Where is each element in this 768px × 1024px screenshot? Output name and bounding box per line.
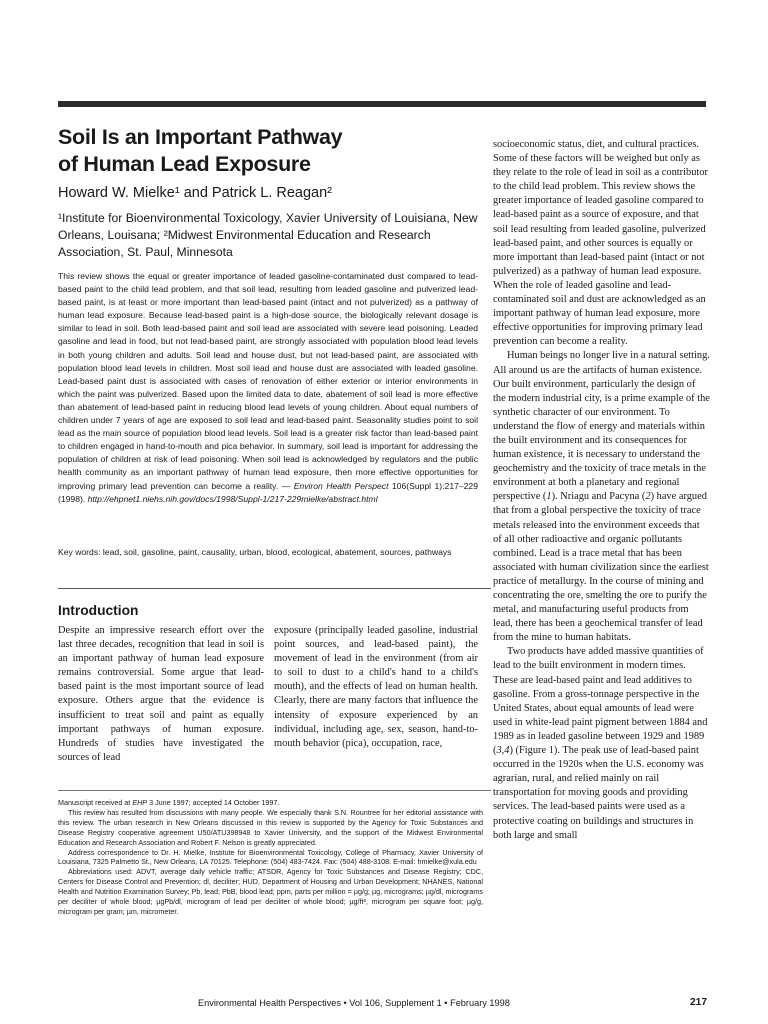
received-dates: 3 June 1997; accepted 14 October 1997. <box>147 798 280 807</box>
abstract-url-link[interactable]: http://ehpnet1.niehs.nih.gov/docs/1998/Suppl-1/217-229mielke/abstract.html <box>87 493 378 504</box>
section-heading-introduction: Introduction <box>58 603 139 618</box>
reference-1: 1 <box>546 491 552 503</box>
abstract <box>58 270 478 506</box>
keywords: Key words: lead, soil, gasoline, paint, causality, urban, blood, ecological, abatement, sources, pathways <box>58 547 452 557</box>
col3-paragraph-1: socioeconomic status, diet, and cultural practices. Some of these factors will be weighed but only as they relate to the role of lead in soil as a contributor to the child lead problem. This review shows the greater importance of leaded gasoline compared to lead-based paint as a source of exposure, and that soil lead resulting from leaded gasoline, pulverized lead-based paint, and other sources is equally or more important than lead-based paint (intact or not pulverized) as a pathway of human lead exposure. When the role of leaded gasoline and lead-contaminated soil and dust are acknowledged as an important pathway of human lead exposure, more effective opportunities for improving primary lead prevention can become a reality. <box>493 139 708 348</box>
col3-p3-text-b: ) (Figure 1). The peak use of lead-based paint occurred in the 1920s when the U.S. economy was agrarian, rural, and relied mainly on rail transportation for moving goods and providing services. The lead-based paints were used as a protective coating on buildings and structures in both large and small <box>493 745 704 841</box>
section-divider <box>58 588 491 589</box>
footnotes <box>58 798 483 917</box>
title-line-2: of Human Lead Exposure <box>58 152 311 176</box>
col3-p2-text-c: ) have argued that from a global perspective the toxicity of trace metals released into the environment exceeds that of all other radioactive and organic pollutants combined. Lead is a trace metal that has been associated with human civilization since the earliest practice of metallurgy. In the course of mining and concentrating the ore, smelting the ore to purify the metal, and manufacturing useful products from lead, there has been a geochemical transfer of lead from the mine to human habitats. <box>493 491 709 644</box>
page-footer-journal: Environmental Health Perspectives • Vol 106, Supplement 1 • February 1998 <box>198 998 510 1008</box>
page-number: 217 <box>690 997 707 1008</box>
footnote-received <box>58 798 483 808</box>
article-title <box>58 124 498 178</box>
col3-p2-text-a: Human beings no longer live in a natural setting. All around us are the artifacts of human existence. Our built environment, particularly the design of the modern industrial city, is a prime example of the synthetic character of our environment. To understand the flow of energy and materials within the built environment and its consequences for human existence, it is necessary to understand the geochemistry and the toxicity of trace metals in the environment at both a planetary and regional perspective ( <box>493 350 710 503</box>
footnote-divider <box>58 790 491 791</box>
reference-2: 2 <box>645 491 651 503</box>
footnote-correspondence: Address correspondence to Dr. H. Mielke, Institute for Bioenvironmental Toxicology, College of Pharmacy, Xavier University of Louisiana, 7325 Palmetto St., New Orleans, LA 70125. Telephone: (504) 483-7424. Fax: (504) 488-3108. E-mail: hmielke@xula.edu <box>58 847 483 867</box>
intro-column-1: Despite an impressive research effort over the last three decades, recognition that lead in soil is an important pathway of human lead exposure remains controversial. Some argue that lead-based paint is the most important source of lead exposure. Others argue that the evidence is insufficient to treat soil and paint as equally important pathways of human exposure. Hundreds of studies have investigated the sources of lead <box>58 625 264 763</box>
abstract-body: This review shows the equal or greater importance of leaded gasoline-contaminated dust compared to lead-based paint to the child lead problem, and that soil lead, resulting from leaded gasoline and pulverized lead-based paint, is at least or more important than lead-based paint (intact and not pulverized) as a pathway of human lead exposure. Because lead-based paint is a high-dose source, the biologically relevant dosage is similar to lead in soil. Both lead-based paint and soil lead are associated with severe lead poisoning. Leaded gasoline and lead in food, but not lead-based paint, are strongly associated with population blood lead levels in both young children and adults. Soil lead and house dust, but not lead-based paint, are associated with population blood lead levels in children. Most soil lead and house dust are associated with leaded gasoline. Lead-based paint dust is associated with cases of renovation of either exterior or interior environments in which the paint was pulverized. Based upon the limited data to date, abatement of soil lead is more effective than abatement of lead-based paint in reducing blood lead levels of young children. About equal numbers of children under 7 years of age are exposed to soil lead and lead-based paint. Seasonality studies point to soil lead as the main source of population blood lead levels. Soil lead is a greater risk factor than lead-based paint to children engaged in hand-to-mouth and pica behavior. In summary, soil lead is important for addressing the population of children at risk of lead poisoning. When soil lead is acknowledged by regulators and the public health community as an important pathway of human lead exposure, then more effective opportunities for improving primary lead prevention can become a reality. — <box>58 271 478 491</box>
footnote-abbreviations: Abbreviations used: ADVT, average daily vehicle traffic; ATSDR, Agency for Toxic Substances and Disease Registry; CDC, Centers for Disease Control and Prevention; dl, deciliter; HUD, Department of Housing and Urban Development; NHANES, National Health and Nutrition Examination Survey; Pb, lead; PbB, blood lead; ppm, parts per million = µg/g; µg, micrograms; µg/dl, micrograms per deciliter of whole blood; µgPb/dl, microgram of lead per deciliter of whole blood; µg/ft², microgram per square foot; µg/g, microgram per gram; µm, micrometer. <box>58 867 483 916</box>
title-line-1: Soil Is an Important Pathway <box>58 125 343 149</box>
footnote-acknowledgments: This review has resulted from discussions with many people. We especially thank S.N. Rountree for her editorial assistance with this review. The urban research in New Orleans discussed in this review is supported by the Agency for Toxic Substances and Disease Registry cooperative agreement U50/ATU398948 to Xavier University, and the support of the Midwest Environmental Education and Research Association and Robert F. Nelson is greatly appreciated. <box>58 807 483 847</box>
header-rule-bar <box>58 101 706 107</box>
reference-3-4: 3,4 <box>496 745 510 757</box>
intro-column-3 <box>493 138 710 843</box>
col3-p2-text-b: ). Nriagu and Pacyna ( <box>551 491 646 503</box>
affiliations: ¹Institute for Bioenvironmental Toxicology, Xavier University of Louisiana, New Orleans, Louisana; ²Midwest Environmental Education and Research Association, St. Paul, Minnesota <box>58 211 478 259</box>
col3-paragraph-2 <box>493 349 710 645</box>
col3-p3-text-a: Two products have added massive quantities of lead to the built environment in modern times. These are lead-based paint and lead additives to gasoline. From a gross-tonnage perspective in the United States, about equal amounts of lead were used in white-lead paint pigment between 1884 and 1989 as in leaded gasoline between 1929 and 1989 ( <box>493 646 708 757</box>
received-journal: EHP <box>132 798 148 807</box>
intro-column-2: exposure (principally leaded gasoline, industrial point sources, and lead-based paint), the movement of lead in the environment (from air to soil to dust to a child's hand to a child's mouth), and the effects of lead on human health. Clearly, there are many factors that influence the intensity of exposure experienced by an individual, including age, sex, season, hand-to-mouth behavior (pica), occupation, race, <box>274 625 478 749</box>
col3-paragraph-3 <box>493 645 710 842</box>
authors: Howard W. Mielke¹ and Patrick L. Reagan² <box>58 185 332 201</box>
received-text: Manuscript received at <box>58 798 133 807</box>
abstract-citation-journal: Environ Health Perspect <box>293 480 389 491</box>
abstract-citation-details: 106(Suppl 1):217–229 (1998). <box>58 480 478 504</box>
